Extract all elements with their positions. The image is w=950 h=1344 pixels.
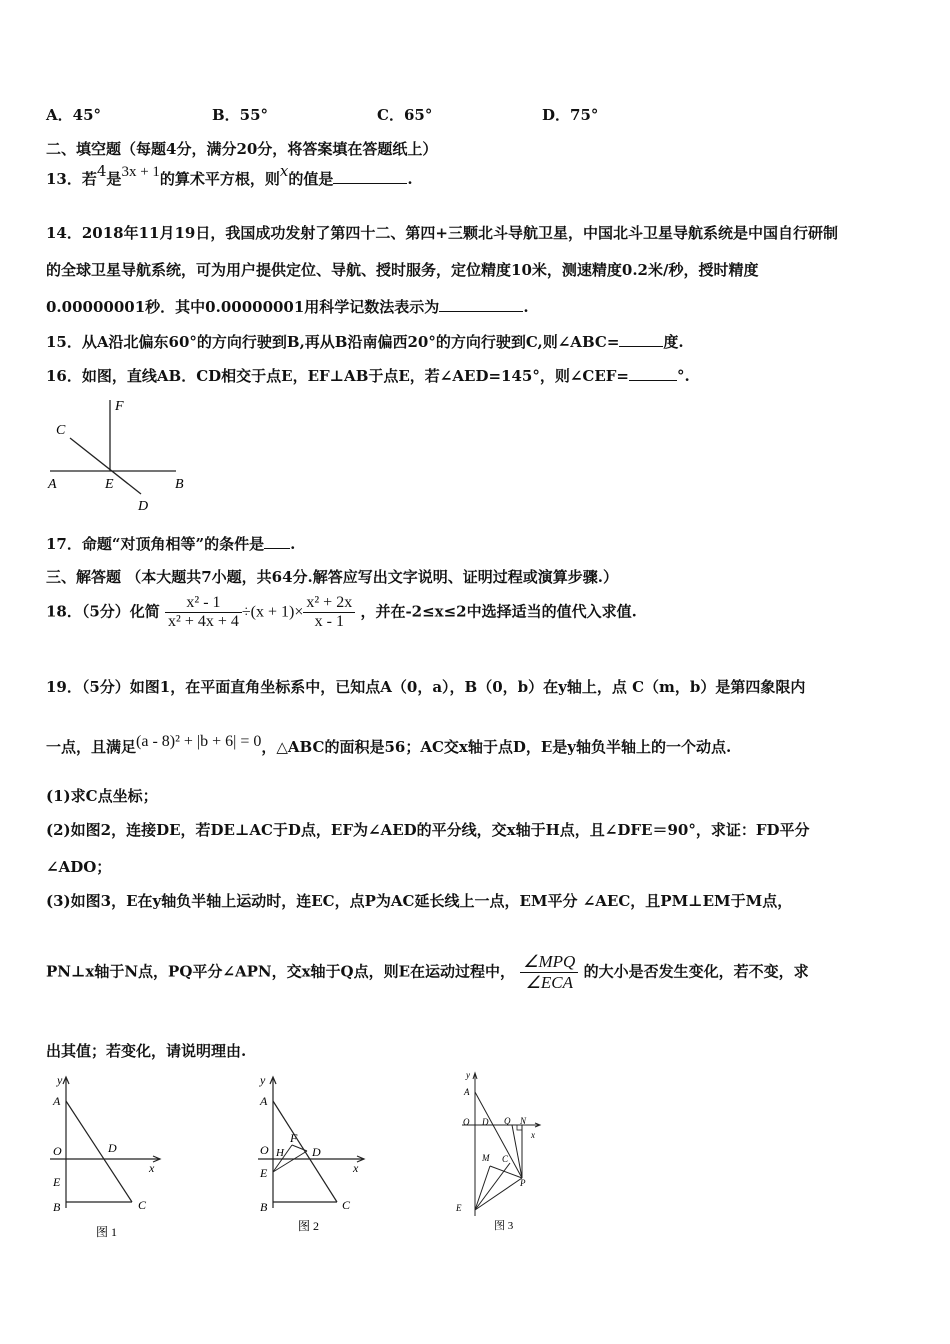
fig1-label-E: E	[53, 1175, 61, 1189]
fig2-label-A: A	[260, 1094, 268, 1108]
figure-2	[252, 1068, 382, 1242]
figure-1	[42, 1068, 182, 1242]
question-17: 17．命题“对顶角相等”的条件是 .	[46, 535, 296, 553]
label-A: A	[48, 477, 57, 492]
label-E: E	[105, 477, 114, 492]
question-14-line3: 0.00000001秒．其中0.00000001用科学记数法表示为 .	[46, 298, 529, 316]
fig2-label-y: y	[260, 1073, 266, 1087]
fig3-label-y: y	[466, 1070, 470, 1080]
fig3-caption: 图 3	[494, 1220, 514, 1232]
section3-heading: 三、解答题 （本大题共7小题，共64分.解答应写出文字说明、证明过程或演算步骤.）	[46, 568, 618, 586]
fig3-label-A: A	[464, 1087, 470, 1097]
answer-blank	[629, 366, 677, 381]
fig2-label-F: F	[290, 1131, 298, 1145]
fig1-label-O: O	[53, 1144, 62, 1158]
answer-blank	[439, 297, 523, 312]
question-14-line2: 的全球卫星导航系统，可为用户提供定位、导航、授时服务，定位精度10米，测速精度0.2米/秒，授时精度	[46, 261, 759, 279]
label-B: B	[175, 477, 184, 492]
fig3-label-Q: Q	[504, 1116, 511, 1126]
figure-16	[44, 394, 204, 516]
section2-heading: 二、填空题（每题4分，满分20分，将答案填在答题纸上）	[46, 140, 438, 158]
fig2-label-O: O	[260, 1143, 269, 1157]
answer-blank	[619, 332, 663, 347]
fig3-label-x: x	[531, 1130, 535, 1140]
option-c: C．65°	[377, 106, 433, 124]
answer-blank	[264, 534, 290, 549]
question-19-part3a: (3)如图3，E在y轴负半轴上运动时，连EC，点P为AC延长线上一点，EM平分 ∠AEC，且PM⊥EM于M点，	[46, 892, 793, 910]
answer-blank	[333, 169, 407, 184]
fig2-label-H: H	[276, 1147, 284, 1159]
fig1-caption: 图 1	[96, 1225, 118, 1239]
question-19-part2b: ∠ADO；	[46, 858, 112, 876]
fig2-caption: 图 2	[298, 1219, 320, 1233]
fig1-label-A: A	[53, 1094, 61, 1108]
fig2-label-x: x	[353, 1161, 359, 1175]
fig1-label-B: B	[53, 1200, 61, 1214]
fig3-label-O: O	[463, 1117, 470, 1127]
fig1-label-x: x	[149, 1161, 155, 1175]
option-b: B．55°	[212, 106, 269, 124]
fig1-label-C: C	[138, 1198, 147, 1212]
question-19-line2: 一点，且满足(a - 8)² + |b + 6| = 0，△ABC的面积是56；AC交x轴于点D，E是y轴负半轴上的一个动点.	[46, 733, 732, 756]
question-15: 15．从A沿北偏东60°的方向行驶到B,再从B沿南偏西20°的方向行驶到C,则∠ABC= 度.	[46, 333, 684, 351]
fig3-label-C: C	[502, 1154, 509, 1164]
question-16: 16．如图，直线AB．CD相交于点E，EF⊥AB于点E，若∠AED=145°，则∠CEF= °.	[46, 367, 690, 385]
question-19-part3b: PN⊥x轴于N点，PQ平分∠APN，交x轴于Q点，则E在运动过程中， $\frac{\text{∠MPQ}}{\text{∠ECA}}$ 的大小是否发生变化，若不变，求	[46, 952, 809, 992]
fig1-label-y: y	[57, 1073, 63, 1087]
fig3-label-P: P	[520, 1178, 526, 1188]
fraction-2: $\frac{\text{x² + 2x}}{x - 1}$	[303, 594, 355, 631]
option-d: D．75°	[542, 106, 599, 124]
label-C: C	[56, 423, 66, 438]
fig2-label-C: C	[342, 1198, 351, 1212]
label-F: F	[115, 399, 124, 414]
fig2-label-E: E	[260, 1166, 268, 1180]
question-19-part1: (1)求C点坐标；	[46, 787, 158, 805]
question-13: 13．若4是3x + 1的算术平方根，则x的值是 .	[46, 162, 413, 188]
fig3-label-N: N	[520, 1116, 527, 1126]
label-D: D	[138, 499, 149, 514]
fig2-label-B: B	[260, 1200, 268, 1214]
question-19-line1: 19．（5分）如图1，在平面直角坐标系中，已知点A（0，a），B（0，b）在y轴上，点 C（m，b）是第四象限内	[46, 678, 806, 696]
fig3-label-E: E	[456, 1203, 462, 1213]
fig1-label-D: D	[108, 1141, 117, 1155]
figure-3	[450, 1066, 550, 1238]
question-19-part2a: (2)如图2，连接DE，若DE⊥AC于D点，EF为∠AED的平分线，交x轴于H点，且∠DFE＝90°，求证：FD平分	[46, 821, 810, 839]
question-18: 18．（5分）化简 $\frac{\text{x² - 1}}{\text{x² + 4x + 4}}$ ÷(x + 1)× $\frac{\text{x² + 2x}}{x - 1}$ ，并在-2≤x≤2中选择适当的值代入求值.	[46, 594, 637, 630]
fraction-mpq-eca: $\frac{\text{∠MPQ}}{\text{∠ECA}}$	[520, 952, 578, 993]
fig2-label-D: D	[312, 1145, 321, 1159]
option-a: A．45°	[46, 106, 102, 124]
question-19-part3c: 出其值；若变化，请说明理由.	[46, 1042, 247, 1060]
fraction-1: $\frac{\text{x² - 1}}{\text{x² + 4x + 4}}$	[165, 594, 242, 631]
fig3-label-D: D	[482, 1117, 489, 1127]
fig3-label-M: M	[482, 1153, 490, 1163]
question-14-line1: 14．2018年11月19日，我国成功发射了第四十二、第四+三颗北斗导航卫星，中国北斗卫星导航系统是中国自行研制	[46, 224, 838, 242]
